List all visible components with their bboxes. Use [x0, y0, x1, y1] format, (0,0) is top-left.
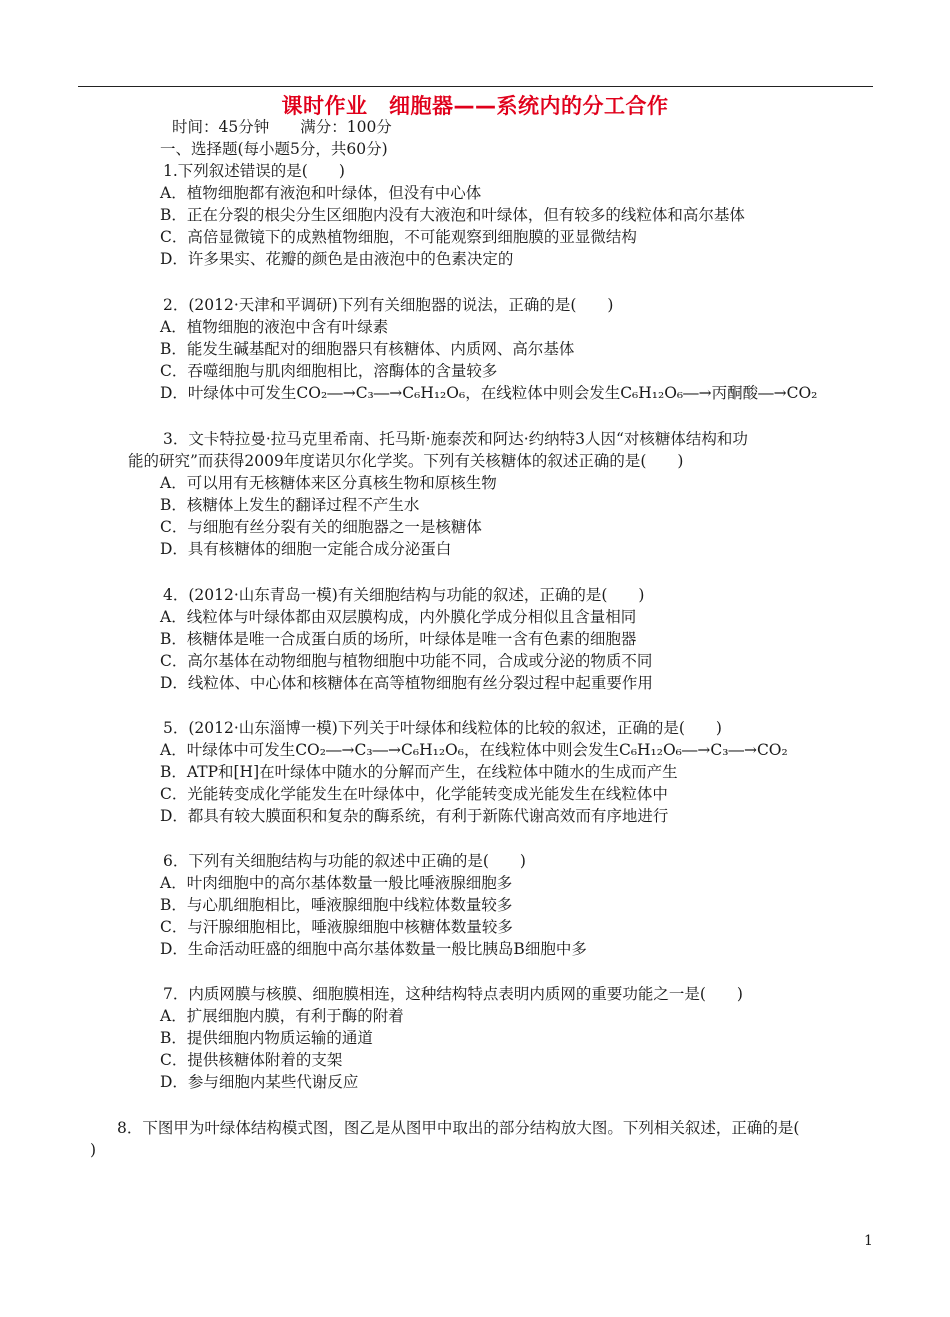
- option: D．参与细胞内某些代谢反应: [160, 1073, 359, 1091]
- option: C．与细胞有丝分裂有关的细胞器之一是核糖体: [160, 518, 482, 536]
- option: C．吞噬细胞与肌肉细胞相比，溶酶体的含量较多: [160, 362, 498, 380]
- option: D．许多果实、花瓣的颜色是由液泡中的色素决定的: [160, 250, 514, 268]
- option: A．植物细胞的液泡中含有叶绿素: [160, 318, 389, 336]
- question-stem: 2．(2012·天津和平调研)下列有关细胞器的说法，正确的是( ): [163, 296, 614, 314]
- section-heading: 一、选择题(每小题5分，共60分): [160, 140, 388, 158]
- question-stem-continued: ): [90, 1141, 97, 1159]
- option: A．扩展细胞内膜，有利于酶的附着: [160, 1007, 404, 1025]
- option: D．具有核糖体的细胞一定能合成分泌蛋白: [160, 540, 452, 558]
- option: B．ATP和[H]在叶绿体中随水的分解而产生，在线粒体中随水的生成而产生: [160, 763, 678, 781]
- page-title: 课时作业 细胞器——系统内的分工合作: [281, 94, 669, 118]
- option: A．线粒体与叶绿体都由双层膜构成，内外膜化学成分相似且含量相同: [160, 608, 637, 626]
- option: D．生命活动旺盛的细胞中高尔基体数量一般比胰岛B细胞中多: [160, 940, 587, 958]
- option: C．高倍显微镜下的成熟植物细胞，不可能观察到细胞膜的亚显微结构: [160, 228, 637, 246]
- option: B．与心肌细胞相比，唾液腺细胞中线粒体数量较多: [160, 896, 513, 914]
- option: C．提供核糖体附着的支架: [160, 1051, 343, 1069]
- option: C．与汗腺细胞相比，唾液腺细胞中核糖体数量较多: [160, 918, 513, 936]
- option: B．正在分裂的根尖分生区细胞内没有大液泡和叶绿体，但有较多的线粒体和高尔基体: [160, 206, 745, 224]
- option: B．核糖体上发生的翻译过程不产生水: [160, 496, 420, 514]
- question-stem: 8．下图甲为叶绿体结构模式图，图乙是从图甲中取出的部分结构放大图。下列相关叙述，正确的是(: [117, 1119, 800, 1137]
- question-stem: 7．内质网膜与核膜、细胞膜相连，这种结构特点表明内质网的重要功能之一是( ): [163, 985, 743, 1003]
- option: A．可以用有无核糖体来区分真核生物和原核生物: [160, 474, 497, 492]
- option: B．能发生碱基配对的细胞器只有核糖体、内质网、高尔基体: [160, 340, 575, 358]
- option: A．叶绿体中可发生CO₂―→C₃―→C₆H₁₂O₆，在线粒体中则会发生C₆H₁₂O₆―→C₃―→CO₂: [160, 741, 788, 759]
- page-number: 1: [864, 1233, 873, 1249]
- option: D．叶绿体中可发生CO₂―→C₃―→C₆H₁₂O₆，在线粒体中则会发生C₆H₁₂O₆―→丙酮酸―→CO₂: [160, 384, 818, 402]
- exam-meta: 时间：45分钟 满分：100分: [172, 118, 392, 136]
- question-stem-continued: 能的研究”而获得2009年度诺贝尔化学奖。下列有关核糖体的叙述正确的是( ): [128, 452, 684, 470]
- option: A．植物细胞都有液泡和叶绿体，但没有中心体: [160, 184, 482, 202]
- option: D．都具有较大膜面积和复杂的酶系统，有利于新陈代谢高效而有序地进行: [160, 807, 669, 825]
- question-stem: 3．文卡特拉曼·拉马克里希南、托马斯·施泰茨和阿达·约纳特3人因“对核糖体结构和功: [163, 430, 748, 448]
- question-stem: 1.下列叙述错误的是( ): [163, 162, 345, 180]
- question-stem: 4．(2012·山东青岛一模)有关细胞结构与功能的叙述，正确的是( ): [163, 586, 645, 604]
- option: C．光能转变成化学能发生在叶绿体中，化学能转变成光能发生在线粒体中: [160, 785, 668, 803]
- option: C．高尔基体在动物细胞与植物细胞中功能不同，合成或分泌的物质不同: [160, 652, 653, 670]
- option: B．核糖体是唯一合成蛋白质的场所，叶绿体是唯一含有色素的细胞器: [160, 630, 637, 648]
- question-stem: 5．(2012·山东淄博一模)下列关于叶绿体和线粒体的比较的叙述，正确的是( ): [163, 719, 722, 737]
- option: B．提供细胞内物质运输的通道: [160, 1029, 373, 1047]
- header-rule: [78, 86, 873, 87]
- question-stem: 6．下列有关细胞结构与功能的叙述中正确的是( ): [163, 852, 526, 870]
- option: A．叶肉细胞中的高尔基体数量一般比唾液腺细胞多: [160, 874, 513, 892]
- option: D．线粒体、中心体和核糖体在高等植物细胞有丝分裂过程中起重要作用: [160, 674, 653, 692]
